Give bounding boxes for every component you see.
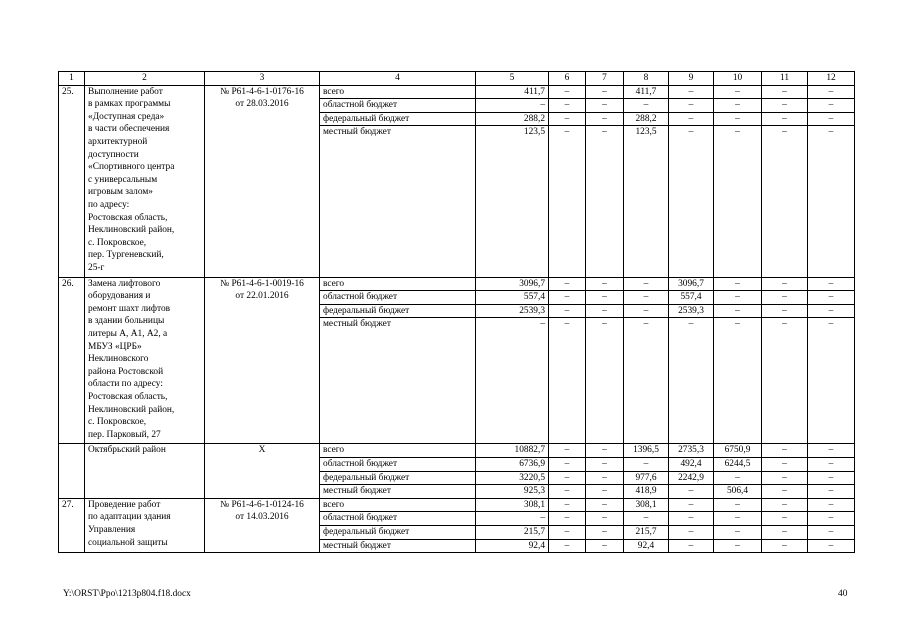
amount-cell: – bbox=[714, 539, 762, 553]
amount-cell: – bbox=[549, 498, 586, 512]
amount-cell: – bbox=[476, 512, 549, 526]
item-description bbox=[85, 85, 205, 277]
amount-cell: – bbox=[669, 126, 714, 277]
description-line: Октябрьский район bbox=[88, 445, 166, 456]
amount-cell: – bbox=[476, 99, 549, 113]
amount-cell: – bbox=[624, 512, 669, 526]
amount-cell: 411,7 bbox=[476, 85, 549, 99]
amount-cell: – bbox=[549, 457, 586, 471]
amount-cell: – bbox=[762, 539, 808, 553]
amount-cell: – bbox=[808, 112, 855, 126]
amount-cell: – bbox=[549, 471, 586, 485]
amount-cell: – bbox=[586, 444, 624, 458]
description-line: Замена лифтового bbox=[88, 278, 161, 289]
amount-cell: – bbox=[669, 525, 714, 539]
amount-cell: – bbox=[808, 498, 855, 512]
amount-cell: – bbox=[714, 525, 762, 539]
amount-cell: – bbox=[549, 512, 586, 526]
amount-cell: 2539,3 bbox=[476, 304, 549, 318]
amount-cell: – bbox=[762, 85, 808, 99]
description-line: доступности bbox=[88, 149, 139, 160]
amount-cell: – bbox=[714, 471, 762, 485]
file-path: Y:\ORST\Ppo\1213p804.f18.docx bbox=[63, 589, 191, 599]
description-line: с универсальным bbox=[88, 174, 158, 185]
amount-cell: – bbox=[549, 304, 586, 318]
column-header: 7 bbox=[586, 72, 624, 86]
funding-source: местный бюджет bbox=[320, 126, 476, 277]
description-line: «Спортивного центра bbox=[88, 162, 175, 173]
funding-source: областной бюджет bbox=[320, 291, 476, 305]
amount-cell: – bbox=[762, 525, 808, 539]
description-line: в рамках программы bbox=[88, 99, 171, 110]
amount-cell: – bbox=[714, 498, 762, 512]
amount-cell: 215,7 bbox=[476, 525, 549, 539]
document-line: № Р61-4-6-1-0176-16 bbox=[220, 86, 304, 97]
amount-cell: 557,4 bbox=[476, 291, 549, 305]
amount-cell: – bbox=[624, 318, 669, 444]
amount-cell: – bbox=[762, 126, 808, 277]
document-reference bbox=[205, 444, 320, 498]
amount-cell: – bbox=[808, 277, 855, 291]
document-line: от 14.03.2016 bbox=[235, 512, 289, 523]
amount-cell: – bbox=[549, 85, 586, 99]
funding-source: федеральный бюджет bbox=[320, 304, 476, 318]
table-row bbox=[59, 85, 855, 99]
description-line: Проведение работ bbox=[88, 499, 161, 510]
amount-cell: – bbox=[549, 539, 586, 553]
amount-cell: – bbox=[762, 457, 808, 471]
amount-cell: – bbox=[586, 304, 624, 318]
funding-source: федеральный бюджет bbox=[320, 112, 476, 126]
amount-cell: – bbox=[808, 318, 855, 444]
amount-cell: 308,1 bbox=[476, 498, 549, 512]
amount-cell: – bbox=[714, 304, 762, 318]
amount-cell: – bbox=[624, 457, 669, 471]
item-number bbox=[59, 444, 85, 498]
funding-source: всего bbox=[320, 277, 476, 291]
document-reference bbox=[205, 85, 320, 277]
amount-cell: – bbox=[586, 277, 624, 291]
amount-cell: – bbox=[586, 512, 624, 526]
description-line: МБУЗ «ЦРБ» bbox=[88, 341, 142, 352]
amount-cell: – bbox=[808, 512, 855, 526]
funding-source: областной бюджет bbox=[320, 99, 476, 113]
amount-cell: 3096,7 bbox=[476, 277, 549, 291]
amount-cell: – bbox=[549, 318, 586, 444]
amount-cell: – bbox=[808, 126, 855, 277]
amount-cell: – bbox=[624, 99, 669, 113]
amount-cell: – bbox=[669, 539, 714, 553]
amount-cell: – bbox=[714, 277, 762, 291]
amount-cell: – bbox=[714, 512, 762, 526]
column-header: 9 bbox=[669, 72, 714, 86]
amount-cell: – bbox=[669, 318, 714, 444]
amount-cell: 2539,3 bbox=[669, 304, 714, 318]
amount-cell: 3220,5 bbox=[476, 471, 549, 485]
funding-source: всего bbox=[320, 444, 476, 458]
funding-source: областной бюджет bbox=[320, 457, 476, 471]
amount-cell: 2735,3 bbox=[669, 444, 714, 458]
description-line: района Ростовской bbox=[88, 366, 164, 377]
description-line: пер. Тургеневский, bbox=[88, 250, 164, 261]
amount-cell: – bbox=[624, 304, 669, 318]
column-header: 11 bbox=[762, 72, 808, 86]
funding-source: всего bbox=[320, 498, 476, 512]
amount-cell: – bbox=[549, 126, 586, 277]
amount-cell: – bbox=[714, 126, 762, 277]
amount-cell: – bbox=[586, 99, 624, 113]
amount-cell: – bbox=[808, 525, 855, 539]
description-line: с. Покровское, bbox=[88, 237, 147, 248]
description-line: Выполнение работ bbox=[88, 86, 163, 97]
amount-cell: 506,4 bbox=[714, 485, 762, 499]
amount-cell: – bbox=[762, 318, 808, 444]
amount-cell: 288,2 bbox=[624, 112, 669, 126]
amount-cell: – bbox=[624, 291, 669, 305]
document-line: № Р61-4-6-1-0124-16 bbox=[220, 499, 304, 510]
amount-cell: 977,6 bbox=[624, 471, 669, 485]
document-line: от 22.01.2016 bbox=[235, 291, 289, 302]
amount-cell: – bbox=[586, 318, 624, 444]
amount-cell: – bbox=[669, 112, 714, 126]
item-description bbox=[85, 444, 205, 498]
funding-source: федеральный бюджет bbox=[320, 471, 476, 485]
amount-cell: – bbox=[762, 471, 808, 485]
description-line: 25-г bbox=[88, 262, 105, 273]
amount-cell: – bbox=[624, 277, 669, 291]
document-reference bbox=[205, 498, 320, 552]
amount-cell: – bbox=[586, 485, 624, 499]
amount-cell: – bbox=[762, 112, 808, 126]
item-number: 25. bbox=[59, 85, 85, 277]
amount-cell: 925,3 bbox=[476, 485, 549, 499]
amount-cell: – bbox=[808, 539, 855, 553]
amount-cell: 2242,9 bbox=[669, 471, 714, 485]
funding-source: местный бюджет bbox=[320, 539, 476, 553]
amount-cell: – bbox=[808, 471, 855, 485]
amount-cell: 6736,9 bbox=[476, 457, 549, 471]
amount-cell: 92,4 bbox=[476, 539, 549, 553]
amount-cell: – bbox=[762, 304, 808, 318]
amount-cell: – bbox=[808, 444, 855, 458]
amount-cell: – bbox=[669, 99, 714, 113]
amount-cell: – bbox=[669, 85, 714, 99]
column-header: 8 bbox=[624, 72, 669, 86]
budget-table bbox=[58, 71, 855, 553]
column-header: 5 bbox=[476, 72, 549, 86]
amount-cell: – bbox=[549, 277, 586, 291]
description-line: в части обеспечения bbox=[88, 124, 170, 135]
amount-cell: – bbox=[549, 112, 586, 126]
description-line: оборудования и bbox=[88, 291, 151, 302]
description-line: Неклиновский район, bbox=[88, 404, 175, 415]
column-header: 4 bbox=[320, 72, 476, 86]
amount-cell: 288,2 bbox=[476, 112, 549, 126]
amount-cell: – bbox=[762, 291, 808, 305]
amount-cell: 3096,7 bbox=[669, 277, 714, 291]
amount-cell: – bbox=[762, 444, 808, 458]
amount-cell: 418,9 bbox=[624, 485, 669, 499]
item-description bbox=[85, 498, 205, 552]
document-line: № Р61-4-6-1-0019-16 bbox=[220, 278, 304, 289]
amount-cell: 6244,5 bbox=[714, 457, 762, 471]
amount-cell: 1396,5 bbox=[624, 444, 669, 458]
amount-cell: – bbox=[808, 485, 855, 499]
amount-cell: – bbox=[549, 291, 586, 305]
description-line: архитектурной bbox=[88, 136, 148, 147]
column-header: 10 bbox=[714, 72, 762, 86]
description-line: в здании больницы bbox=[88, 316, 165, 327]
description-line: области по адресу: bbox=[88, 379, 163, 390]
amount-cell: – bbox=[549, 485, 586, 499]
amount-cell: 123,5 bbox=[624, 126, 669, 277]
amount-cell: – bbox=[586, 539, 624, 553]
amount-cell: – bbox=[586, 126, 624, 277]
document-line: Х bbox=[258, 445, 266, 456]
column-header: 6 bbox=[549, 72, 586, 86]
amount-cell: – bbox=[549, 99, 586, 113]
description-line: с. Покровское, bbox=[88, 417, 147, 428]
description-line: игровым залом» bbox=[88, 187, 153, 198]
amount-cell: 411,7 bbox=[624, 85, 669, 99]
amount-cell: 557,4 bbox=[669, 291, 714, 305]
amount-cell: – bbox=[762, 512, 808, 526]
amount-cell: – bbox=[714, 291, 762, 305]
amount-cell: – bbox=[714, 112, 762, 126]
item-number: 27. bbox=[59, 498, 85, 552]
amount-cell: – bbox=[586, 85, 624, 99]
table-row bbox=[59, 498, 855, 512]
amount-cell: – bbox=[714, 99, 762, 113]
amount-cell: – bbox=[586, 112, 624, 126]
funding-source: областной бюджет bbox=[320, 512, 476, 526]
amount-cell: – bbox=[586, 291, 624, 305]
amount-cell: – bbox=[714, 318, 762, 444]
amount-cell: 6750,9 bbox=[714, 444, 762, 458]
amount-cell: – bbox=[808, 85, 855, 99]
column-header: 2 bbox=[85, 72, 205, 86]
amount-cell: 492,4 bbox=[669, 457, 714, 471]
table-row bbox=[59, 277, 855, 291]
header-row bbox=[59, 72, 855, 86]
amount-cell: – bbox=[808, 99, 855, 113]
amount-cell: – bbox=[669, 485, 714, 499]
amount-cell: 215,7 bbox=[624, 525, 669, 539]
description-line: литеры А, А1, А2, а bbox=[88, 328, 168, 339]
amount-cell: – bbox=[808, 291, 855, 305]
amount-cell: – bbox=[586, 525, 624, 539]
page-number: 40 bbox=[838, 589, 848, 599]
document-reference bbox=[205, 277, 320, 444]
description-line: Неклиновский район, bbox=[88, 225, 175, 236]
funding-source: местный бюджет bbox=[320, 485, 476, 499]
description-line: по адаптации здания bbox=[88, 512, 171, 523]
amount-cell: – bbox=[808, 304, 855, 318]
description-line: «Доступная среда» bbox=[88, 111, 165, 122]
amount-cell: – bbox=[549, 525, 586, 539]
amount-cell: – bbox=[714, 85, 762, 99]
document-line: от 28.03.2016 bbox=[235, 99, 289, 110]
amount-cell: – bbox=[586, 457, 624, 471]
amount-cell: – bbox=[586, 498, 624, 512]
funding-source: всего bbox=[320, 85, 476, 99]
amount-cell: – bbox=[762, 99, 808, 113]
amount-cell: 123,5 bbox=[476, 126, 549, 277]
amount-cell: – bbox=[586, 471, 624, 485]
amount-cell: – bbox=[549, 444, 586, 458]
item-number: 26. bbox=[59, 277, 85, 444]
amount-cell: – bbox=[669, 512, 714, 526]
funding-source: федеральный бюджет bbox=[320, 525, 476, 539]
description-line: пер. Парковый, 27 bbox=[88, 429, 161, 440]
amount-cell: – bbox=[476, 318, 549, 444]
amount-cell: – bbox=[669, 498, 714, 512]
column-header: 12 bbox=[808, 72, 855, 86]
column-header: 3 bbox=[205, 72, 320, 86]
table-row bbox=[59, 444, 855, 458]
amount-cell: 308,1 bbox=[624, 498, 669, 512]
column-header: 1 bbox=[59, 72, 85, 86]
description-line: Ростовская область, bbox=[88, 391, 168, 402]
description-line: Управления bbox=[88, 524, 136, 535]
amount-cell: – bbox=[808, 457, 855, 471]
description-line: ремонт шахт лифтов bbox=[88, 303, 171, 314]
amount-cell: – bbox=[762, 498, 808, 512]
amount-cell: – bbox=[762, 485, 808, 499]
funding-source: местный бюджет bbox=[320, 318, 476, 444]
amount-cell: 10882,7 bbox=[476, 444, 549, 458]
description-line: по адресу: bbox=[88, 199, 130, 210]
description-line: социальной защиты bbox=[88, 537, 168, 548]
description-line: Неклиновского bbox=[88, 354, 149, 365]
description-line: Ростовская область, bbox=[88, 212, 168, 223]
amount-cell: 92,4 bbox=[624, 539, 669, 553]
item-description bbox=[85, 277, 205, 444]
amount-cell: – bbox=[762, 277, 808, 291]
